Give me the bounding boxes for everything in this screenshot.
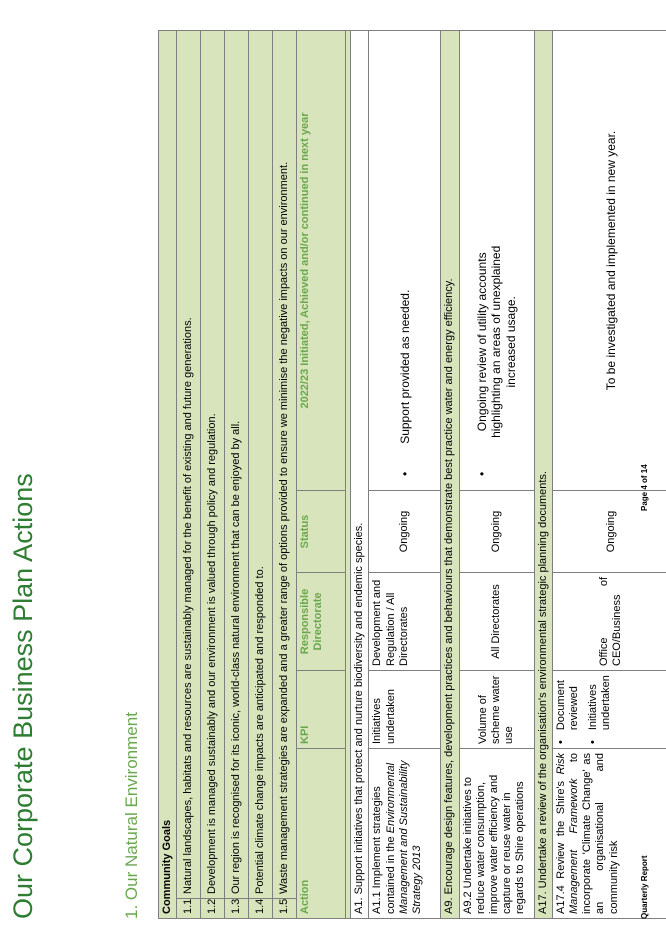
column-header-status: Status (297, 491, 346, 573)
column-header-action: Action (297, 749, 346, 919)
bullet-icon: • (474, 471, 489, 476)
progress-cell (369, 31, 441, 491)
section-subtitle: 1. Our Natural Environment (122, 712, 141, 919)
goal-text: Development is managed sustainably and our environment is valued through policy and regulation. (201, 31, 225, 899)
status-cell: Ongoing (369, 491, 441, 573)
action-text: A1.1 Implement strategies contained in the (371, 786, 397, 914)
kpi-bullet (587, 675, 613, 744)
goal-number: 1.1 (177, 899, 201, 919)
status-cell: Ongoing (459, 491, 534, 573)
column-header-directorate: Responsible Directorate (297, 573, 346, 671)
kpi-bullet-text: Initiatives undertaken (587, 675, 613, 731)
community-goals-header-row (159, 31, 177, 919)
action-row (459, 31, 534, 919)
kpi-bullet-text: Document reviewed (554, 680, 580, 731)
goal-text: Potential climate change impacts are anticipated and responded to. (249, 31, 273, 899)
footer-page-number: Page 4 of 14 (640, 464, 649, 511)
directorate-cell: All Directorates (459, 573, 534, 671)
bullet-icon: • (554, 740, 567, 744)
goal-number: 1.3 (225, 899, 249, 919)
action-document-title: Environmental Management and Sustainability Strategy 2013 (384, 760, 423, 914)
action-text: to incorporate 'Climate Change' as an organisational and community risk (567, 753, 620, 914)
footer-report-label: Quarterly Report (640, 855, 649, 919)
progress-cell (459, 31, 534, 491)
goal-number: 1.5 (273, 899, 297, 919)
section-heading-row (441, 31, 459, 919)
action-text: A17.4 Review the Shire's (554, 774, 567, 914)
kpi-bullet (555, 675, 581, 744)
column-header-kpi: KPI (297, 671, 346, 749)
directorate-cell: Office of CEO/Business (552, 573, 666, 671)
progress-cell: To be investigated and implemented in new year. (552, 31, 666, 491)
action-cell (369, 749, 441, 919)
goal-text: Waste management strategies are expanded and a greater range of options provided to ensure we minimise the negative impacts on our environment. (273, 31, 297, 899)
section-heading: A1. Support initiatives that protect and nurture biodiversity and endemic species. (351, 31, 369, 919)
kpi-cell: Volume of scheme water use (459, 671, 534, 749)
kpi-cell: Initiatives undertaken (369, 671, 441, 749)
community-goals-header: Community Goals (159, 31, 177, 919)
goal-row (177, 31, 201, 919)
section-heading: A9. Encourage design features, development practices and behaviours that demonstrate best practice water and energy efficiency. (441, 31, 459, 919)
goal-row (273, 31, 297, 919)
directorate-cell: Development and Regulation / All Directorates (369, 573, 441, 671)
action-cell: A9.2 Undertake initiatives to reduce water consumption, improve water efficiency and capture or reuse water in regards to Shire operations (459, 749, 534, 919)
goal-number: 1.4 (249, 899, 273, 919)
kpi-cell (552, 671, 666, 749)
section-heading-row (351, 31, 369, 919)
action-row (369, 31, 441, 919)
column-header-row (297, 31, 346, 919)
page-title: Our Corporate Business Plan Actions (8, 473, 38, 919)
section-heading-row (534, 31, 552, 919)
actions-table (158, 30, 666, 919)
goal-text: Our region is recognised for its iconic, world-class natural environment that can be enjoyed by all. (225, 31, 249, 899)
section-heading: A17. Undertake a review of the organisation's environmental strategic planning documents. (534, 31, 552, 919)
action-document-title: Risk Management Framework (554, 753, 580, 914)
status-cell: Ongoing (552, 491, 666, 573)
progress-text: Ongoing review of utility accounts highlighting an areas of unexplained increased usage. (474, 245, 518, 438)
column-header-progress: 2022/23 Initiated, Achieved and/or continued in next year (297, 31, 346, 491)
goal-row (201, 31, 225, 919)
bullet-icon: • (587, 740, 600, 744)
goal-number: 1.2 (201, 899, 225, 919)
goal-row (225, 31, 249, 919)
goal-text: Natural landscapes, habitats and resources are sustainably managed for the benefit of existing and future generations. (177, 31, 201, 899)
goal-row (249, 31, 273, 919)
bullet-icon: • (397, 471, 412, 476)
progress-text: Support provided as needed. (397, 289, 412, 444)
